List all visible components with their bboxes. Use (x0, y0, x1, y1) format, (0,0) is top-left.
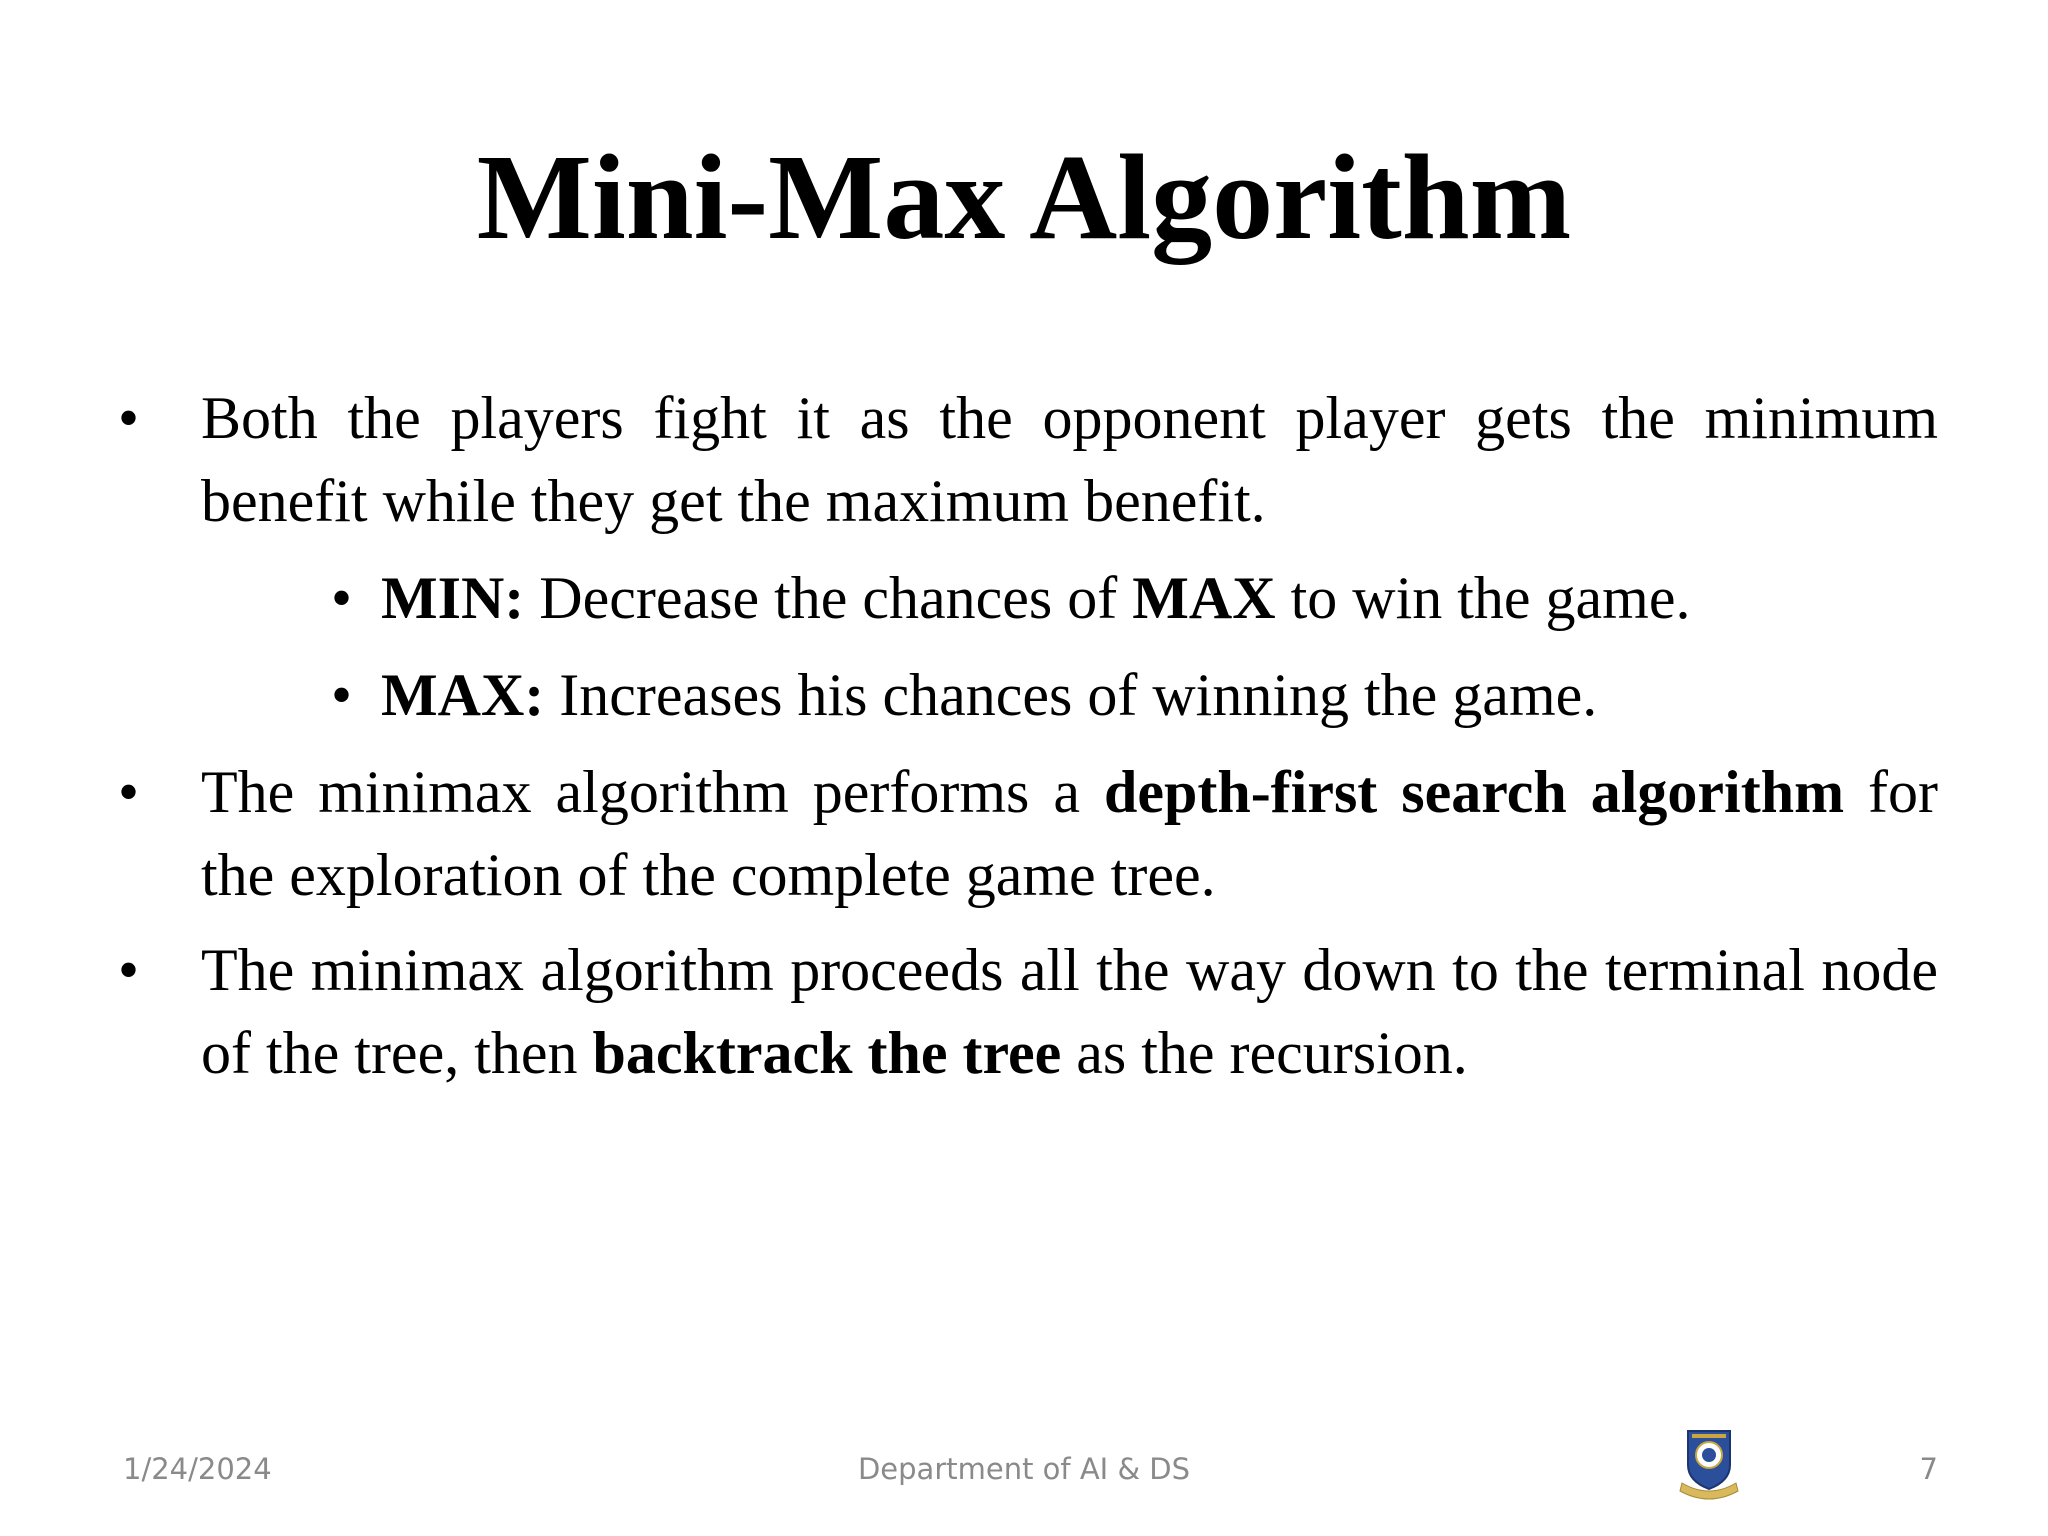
bullet-dot: • (118, 759, 140, 825)
bullet-bold: depth-first search algorithm (1103, 759, 1845, 825)
bullet-text: Both the players fight it as the opponent player gets the minimum benefit while they get the maximum benefit. (201, 385, 1938, 534)
bullet-text: The minimax algorithm performs a (201, 759, 1104, 825)
bullet-dot: • (331, 565, 353, 631)
institution-crest-icon (1676, 1425, 1742, 1505)
bullet-dot: • (118, 385, 140, 451)
bullet-bold: backtrack the tree (592, 1020, 1062, 1086)
bullet-dot: • (118, 937, 140, 1003)
bullet-text: The minimax algorithm proceeds all the way down to the terminal node of the tree, then (201, 937, 1938, 1086)
sub-bullet-label: MIN: (381, 565, 525, 631)
bullet-dot: • (331, 662, 353, 728)
slide-body (118, 377, 1938, 1095)
sub-bullet-text: Increases his chances of winning the game. (544, 662, 1598, 728)
footer-date: 1/24/2024 (123, 1452, 272, 1486)
sub-bullet-label: MAX: (381, 662, 545, 728)
footer-department: Department of AI & DS (857, 1452, 1191, 1486)
bullet-text: for the exploration of the complete game tree. (201, 759, 1938, 908)
bullet-item (118, 929, 1938, 1095)
footer-page-number: 7 (1919, 1452, 1938, 1486)
slide-title: Mini-Max Algorithm (476, 130, 1572, 265)
sub-bullet-text: to win the game. (1275, 565, 1691, 631)
bullet-item (118, 751, 1938, 917)
sub-bullet-bold: MAX (1132, 565, 1276, 631)
sub-bullet-item (118, 557, 1938, 640)
sub-bullet-text: Decrease the chances of (524, 565, 1133, 631)
bullet-item (118, 377, 1938, 543)
sub-bullet-item (118, 654, 1938, 737)
bullet-text: as the recursion. (1061, 1020, 1468, 1086)
